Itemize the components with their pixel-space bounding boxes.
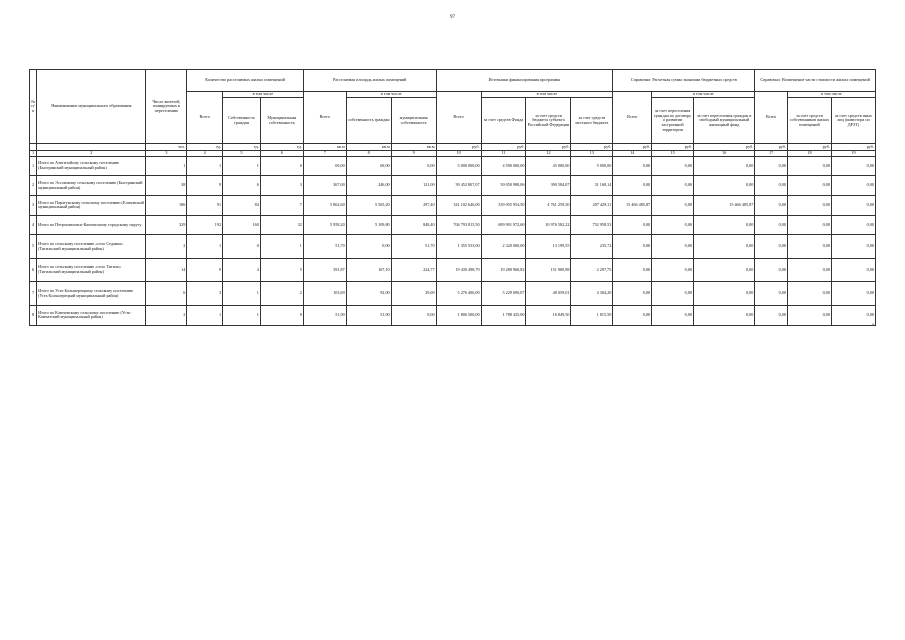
value-cell-c13: 31 168,14 bbox=[571, 176, 613, 196]
value-cell-c17: 0,00 bbox=[755, 176, 788, 196]
units-cell: чел. bbox=[146, 144, 187, 150]
table-row bbox=[30, 156, 876, 176]
value-cell-c13: 235,72 bbox=[571, 235, 613, 259]
value-cell-c4: 1 bbox=[187, 156, 223, 176]
col-number: 13 bbox=[571, 150, 613, 156]
value-cell-c19: 0,00 bbox=[831, 282, 875, 306]
value-cell-c7: 69,00 bbox=[303, 156, 346, 176]
value-cell-c17: 0,00 bbox=[755, 258, 788, 282]
value-cell-c10: 1 806 500,00 bbox=[436, 306, 481, 326]
value-cell-c17: 0,00 bbox=[755, 235, 788, 259]
col-number: 3 bbox=[146, 150, 187, 156]
value-cell-c11: 39 050 988,06 bbox=[481, 176, 526, 196]
value-cell-c3: 1 bbox=[146, 156, 187, 176]
value-cell-c12: 151 900,98 bbox=[526, 258, 571, 282]
col-number: 9 bbox=[391, 150, 436, 156]
value-cell-c17: 0,00 bbox=[755, 215, 788, 235]
value-cell-c19: 0,00 bbox=[831, 306, 875, 326]
col-number: 11 bbox=[481, 150, 526, 156]
hdr-econ-free: за счет переселения граждан в свободный муниципальный жилищный фонд bbox=[694, 98, 755, 144]
value-cell-c10: 704 793 815,50 bbox=[436, 215, 481, 235]
value-cell-c18: 0,00 bbox=[787, 156, 831, 176]
units-cell: руб. bbox=[571, 144, 613, 150]
value-cell-c7: 367,00 bbox=[303, 176, 346, 196]
value-cell-c16: 15 466 485,87 bbox=[694, 196, 755, 216]
value-cell-c8: 5 109,80 bbox=[346, 215, 391, 235]
units-cell: руб. bbox=[436, 144, 481, 150]
value-cell-c12: 10 976 582,22 bbox=[526, 215, 571, 235]
value-cell-c17: 0,00 bbox=[755, 282, 788, 306]
value-cell-c7: 391,87 bbox=[303, 258, 346, 282]
hdr-municipality: Наименование муниципального образования bbox=[37, 70, 146, 144]
value-cell-c13: 5 000,00 bbox=[571, 156, 613, 176]
hdr-total: Всего bbox=[613, 92, 652, 144]
col-number: 19 bbox=[831, 150, 875, 156]
hdr-num: № п/ п bbox=[30, 70, 37, 144]
value-cell-c13: 1 815,50 bbox=[571, 306, 613, 326]
hdr-comp-other: за счет средств иных лиц (инвестора по ДРЗТ) bbox=[831, 98, 875, 144]
value-cell-c12: 48 059,01 bbox=[526, 282, 571, 306]
value-cell-c8: 92,00 bbox=[346, 282, 391, 306]
col-number: 6 bbox=[260, 150, 303, 156]
table-row bbox=[30, 196, 876, 216]
value-cell-c14: 0,00 bbox=[613, 215, 652, 235]
hdr-financing: Источники финансирования программы bbox=[436, 70, 613, 92]
value-cell-c4: 91 bbox=[187, 196, 223, 216]
value-cell-c4: 9 bbox=[187, 176, 223, 196]
value-cell-c16: 0,00 bbox=[694, 306, 755, 326]
value-cell-c4: 1 bbox=[187, 235, 223, 259]
value-cell-c9: 848,40 bbox=[391, 215, 436, 235]
col-number: 4 bbox=[187, 150, 223, 156]
units-cell: руб. bbox=[694, 144, 755, 150]
value-cell-c8: 51,90 bbox=[346, 306, 391, 326]
municipality-name: Итого по Паратунскому сельскому поселению (Елизовский муниципальный район) bbox=[37, 196, 146, 216]
units-cell: руб. bbox=[652, 144, 694, 150]
table-row bbox=[30, 176, 876, 196]
hdr-incl: в том числе bbox=[787, 92, 875, 98]
value-cell-c12: 13 199,55 bbox=[526, 235, 571, 259]
value-cell-c14: 0,00 bbox=[613, 282, 652, 306]
hdr-total: Всего bbox=[436, 92, 481, 144]
col-number: 10 bbox=[436, 150, 481, 156]
units-cell: кв.м bbox=[346, 144, 391, 150]
col-number: 14 bbox=[613, 150, 652, 156]
value-cell-c9: 121,00 bbox=[391, 176, 436, 196]
municipality-name: Итого по сельскому поселению «село Седанка» (Тигильский муниципальный район) bbox=[37, 235, 146, 259]
hdr-comp-owners: за счет средств собственников жилых помещений bbox=[787, 98, 831, 144]
value-cell-c3: 38 bbox=[146, 176, 187, 196]
value-cell-c14: 0,00 bbox=[613, 235, 652, 259]
col-number: 5 bbox=[223, 150, 261, 156]
hdr-econ-contract: за счет переселения граждан по договору о развитии застроенной территории bbox=[652, 98, 694, 144]
hdr-area-sqm: Расселяемая площадь жилых помещений bbox=[303, 70, 436, 92]
col-number: 2 bbox=[37, 150, 146, 156]
value-cell-c11: 5 229 690,07 bbox=[481, 282, 526, 306]
hdr-total: Всего bbox=[187, 92, 223, 144]
value-cell-c15: 0,00 bbox=[652, 176, 694, 196]
col-number: 15 bbox=[652, 150, 694, 156]
units-cell: руб. bbox=[526, 144, 571, 150]
value-cell-c5: 1 bbox=[223, 282, 261, 306]
value-cell-c5: 160 bbox=[223, 215, 261, 235]
units-cell: руб. bbox=[755, 144, 788, 150]
value-cell-c16: 0,00 bbox=[694, 282, 755, 306]
value-cell-c5: 0 bbox=[223, 235, 261, 259]
hdr-reference-economy: Справочно: Расчетная сумма экономии бюджетных средств bbox=[613, 70, 755, 92]
value-cell-c9: 51,70 bbox=[391, 235, 436, 259]
row-number: 4 bbox=[30, 215, 37, 235]
units-cell: руб. bbox=[613, 144, 652, 150]
value-cell-c12: 4 761 259,50 bbox=[526, 196, 571, 216]
value-cell-c3: 6 bbox=[146, 282, 187, 306]
value-cell-c11: 2 320 000,00 bbox=[481, 235, 526, 259]
units-cell: ед. bbox=[223, 144, 261, 150]
value-cell-c18: 0,00 bbox=[787, 235, 831, 259]
hdr-incl: в том числе bbox=[652, 92, 755, 98]
value-cell-c7: 5 862,60 bbox=[303, 196, 346, 216]
value-cell-c11: 1 788 435,00 bbox=[481, 306, 526, 326]
value-cell-c11: 4 590 000,00 bbox=[481, 156, 526, 176]
value-cell-c8: 167,10 bbox=[346, 258, 391, 282]
value-cell-c9: 224,77 bbox=[391, 258, 436, 282]
hdr-municipal-own: муниципальная собственность bbox=[391, 98, 436, 144]
value-cell-c18: 0,00 bbox=[787, 196, 831, 216]
value-cell-c18: 0,00 bbox=[787, 282, 831, 306]
value-cell-c5: 6 bbox=[223, 176, 261, 196]
value-cell-c3: 186 bbox=[146, 196, 187, 216]
hdr-residents: Число жителей, планируемых к переселению bbox=[146, 70, 187, 144]
value-cell-c15: 0,00 bbox=[652, 235, 694, 259]
hdr-incl: в том числе bbox=[346, 92, 436, 98]
value-cell-c15: 0,00 bbox=[652, 156, 694, 176]
value-cell-c9: 0,00 bbox=[391, 306, 436, 326]
value-cell-c6: 5 bbox=[260, 258, 303, 282]
value-cell-c18: 0,00 bbox=[787, 215, 831, 235]
row-number: 2 bbox=[30, 176, 37, 196]
value-cell-c19: 0,00 bbox=[831, 258, 875, 282]
value-cell-c7: 51,70 bbox=[303, 235, 346, 259]
value-cell-c13: 207 429,11 bbox=[571, 196, 613, 216]
value-cell-c19: 0,00 bbox=[831, 235, 875, 259]
value-cell-c8: 0,00 bbox=[346, 235, 391, 259]
value-cell-c13: 4 304,20 bbox=[571, 282, 613, 306]
value-cell-c16: 0,00 bbox=[694, 215, 755, 235]
value-cell-c10: 341 102 646,00 bbox=[436, 196, 481, 216]
hdr-incl: в том числе bbox=[481, 92, 613, 98]
col-number: 7 bbox=[303, 150, 346, 156]
units-cell: ед. bbox=[260, 144, 303, 150]
value-cell-c14: 0,00 bbox=[613, 258, 652, 282]
hdr-area-count: Количество расселяемых жилых помещений bbox=[187, 70, 303, 92]
value-cell-c14: 0,00 bbox=[613, 176, 652, 196]
table-row bbox=[30, 235, 876, 259]
col-number: 1 bbox=[30, 150, 37, 156]
row-number: 8 bbox=[30, 306, 37, 326]
value-cell-c18: 0,00 bbox=[787, 176, 831, 196]
hdr-incl: в том числе bbox=[223, 92, 304, 98]
units-cell: ед. bbox=[187, 144, 223, 150]
value-cell-c6: 2 bbox=[260, 282, 303, 306]
col-number: 8 bbox=[346, 150, 391, 156]
value-cell-c15: 0,00 bbox=[652, 306, 694, 326]
row-number: 7 bbox=[30, 282, 37, 306]
value-cell-c18: 0,00 bbox=[787, 258, 831, 282]
value-cell-c9: 29,69 bbox=[391, 282, 436, 306]
units-cell: руб. bbox=[481, 144, 526, 150]
value-cell-c8: 246,00 bbox=[346, 176, 391, 196]
municipality-name: Итого по Петропавловск-Камчатскому городскому округу bbox=[37, 215, 146, 235]
value-cell-c3: 2 bbox=[146, 235, 187, 259]
value-cell-c15: 0,00 bbox=[652, 258, 694, 282]
value-cell-c15: 0,00 bbox=[652, 282, 694, 306]
value-cell-c10: 1 355 553,00 bbox=[436, 235, 481, 259]
value-cell-c4: 3 bbox=[187, 282, 223, 306]
value-cell-c14: 0,00 bbox=[613, 306, 652, 326]
table-row bbox=[30, 282, 876, 306]
closing-quote-mark: ». bbox=[872, 321, 875, 326]
value-cell-c13: 752 958,53 bbox=[571, 215, 613, 235]
row-number: 6 bbox=[30, 258, 37, 282]
units-cell: руб. bbox=[787, 144, 831, 150]
col-number: 16 bbox=[694, 150, 755, 156]
value-cell-c7: 51,90 bbox=[303, 306, 346, 326]
value-cell-c6: 3 bbox=[260, 176, 303, 196]
hdr-own-citizens: собственность граждан bbox=[346, 98, 391, 144]
municipality-name: Итого по Усть-Большерецкому сельскому поселению (Усть-Большерецкий муниципальный район) bbox=[37, 282, 146, 306]
table-row bbox=[30, 215, 876, 235]
value-cell-c10: 5 000 000,00 bbox=[436, 156, 481, 176]
hdr-municipal-own: Муниципальная собственность bbox=[260, 98, 303, 144]
table-row bbox=[30, 258, 876, 282]
value-cell-c17: 0,00 bbox=[755, 196, 788, 216]
units-cell: руб. bbox=[831, 144, 875, 150]
value-cell-c12: 45 000,00 bbox=[526, 156, 571, 176]
value-cell-c3: 14 bbox=[146, 258, 187, 282]
col-number: 18 bbox=[787, 150, 831, 156]
value-cell-c19: 0,00 bbox=[831, 215, 875, 235]
value-cell-c15: 0,00 bbox=[652, 215, 694, 235]
value-cell-c5: 1 bbox=[223, 156, 261, 176]
value-cell-c14: 15 466 485,87 bbox=[613, 196, 652, 216]
hdr-subject-budget: за счет средств бюджета субъекта Российской Федерации bbox=[526, 98, 571, 144]
col-number: 12 bbox=[526, 150, 571, 156]
value-cell-c12: 16 849,50 bbox=[526, 306, 571, 326]
value-cell-c15: 0,00 bbox=[652, 196, 694, 216]
value-cell-c4: 192 bbox=[187, 215, 223, 235]
value-cell-c18: 0,00 bbox=[787, 306, 831, 326]
value-cell-c7: 103,69 bbox=[303, 282, 346, 306]
value-cell-c6: 32 bbox=[260, 215, 303, 235]
value-cell-c5: 1 bbox=[223, 306, 261, 326]
value-cell-c3: 329 bbox=[146, 215, 187, 235]
municipality-name: Итого по Эссовскому сельскому поселению (Быстринский муниципальный район) bbox=[37, 176, 146, 196]
value-cell-c13: 2 297,75 bbox=[571, 258, 613, 282]
value-cell-c16: 0,00 bbox=[694, 156, 755, 176]
municipality-name: Итого по сельскому поселению «село Тигиль» (Тигильский муниципальный район) bbox=[37, 258, 146, 282]
value-cell-c6: 7 bbox=[260, 196, 303, 216]
col-number: 17 bbox=[755, 150, 788, 156]
row-number: 1 bbox=[30, 156, 37, 176]
value-cell-c8: 69,00 bbox=[346, 156, 391, 176]
value-cell-c12: 390 584,07 bbox=[526, 176, 571, 196]
value-cell-c10: 5 276 406,00 bbox=[436, 282, 481, 306]
units-cell: кв.м bbox=[391, 144, 436, 150]
value-cell-c9: 0,00 bbox=[391, 156, 436, 176]
hdr-fund: за счет средств Фонда bbox=[481, 98, 526, 144]
value-cell-c9: 297,40 bbox=[391, 196, 436, 216]
municipality-name: Итого по Аэпгитойому сельскому поселению (Быстринский муниципальный район) bbox=[37, 156, 146, 176]
value-cell-c17: 0,00 bbox=[755, 306, 788, 326]
value-cell-c4: 1 bbox=[187, 306, 223, 326]
row-number: 5 bbox=[30, 235, 37, 259]
value-cell-c10: 39 452 807,07 bbox=[436, 176, 481, 196]
value-cell-c17: 0,00 bbox=[755, 156, 788, 176]
value-cell-c10: 19 439 498,79 bbox=[436, 258, 481, 282]
hdr-total: Всего bbox=[303, 92, 346, 144]
value-cell-c16: 0,00 bbox=[694, 176, 755, 196]
value-cell-c7: 5 958,20 bbox=[303, 215, 346, 235]
value-cell-c11: 19 280 960,82 bbox=[481, 258, 526, 282]
row-number: 3 bbox=[30, 196, 37, 216]
value-cell-c11: 689 901 972,60 bbox=[481, 215, 526, 235]
value-cell-c16: 0,00 bbox=[694, 258, 755, 282]
value-cell-c11: 339 055 954,50 bbox=[481, 196, 526, 216]
value-cell-c6: 0 bbox=[260, 156, 303, 176]
resettlement-table bbox=[29, 69, 876, 326]
value-cell-c5: 4 bbox=[223, 258, 261, 282]
value-cell-c4: 9 bbox=[187, 258, 223, 282]
hdr-local-budget: за счет средств местного бюджета bbox=[571, 98, 613, 144]
value-cell-c19: 0,00 bbox=[831, 176, 875, 196]
value-cell-c19: 0,00 bbox=[831, 196, 875, 216]
page-number: 97 bbox=[450, 15, 455, 20]
table-row bbox=[30, 306, 876, 326]
value-cell-c16: 0,00 bbox=[694, 235, 755, 259]
value-cell-c3: 2 bbox=[146, 306, 187, 326]
hdr-own-citizens: Собственность граждан bbox=[223, 98, 261, 144]
hdr-total: Всего bbox=[755, 92, 788, 144]
value-cell-c8: 5 565,20 bbox=[346, 196, 391, 216]
value-cell-c19: 0,00 bbox=[831, 156, 875, 176]
municipality-name: Итого по Ключевскому сельскому поселению (Усть-Камчатский муниципальный район) bbox=[37, 306, 146, 326]
value-cell-c6: 1 bbox=[260, 235, 303, 259]
units-cell: кв.м bbox=[303, 144, 346, 150]
hdr-reference-compensation: Справочно: Возмещение части стоимости жилых помещений bbox=[755, 70, 876, 92]
value-cell-c5: 84 bbox=[223, 196, 261, 216]
value-cell-c14: 0,00 bbox=[613, 156, 652, 176]
value-cell-c6: 0 bbox=[260, 306, 303, 326]
